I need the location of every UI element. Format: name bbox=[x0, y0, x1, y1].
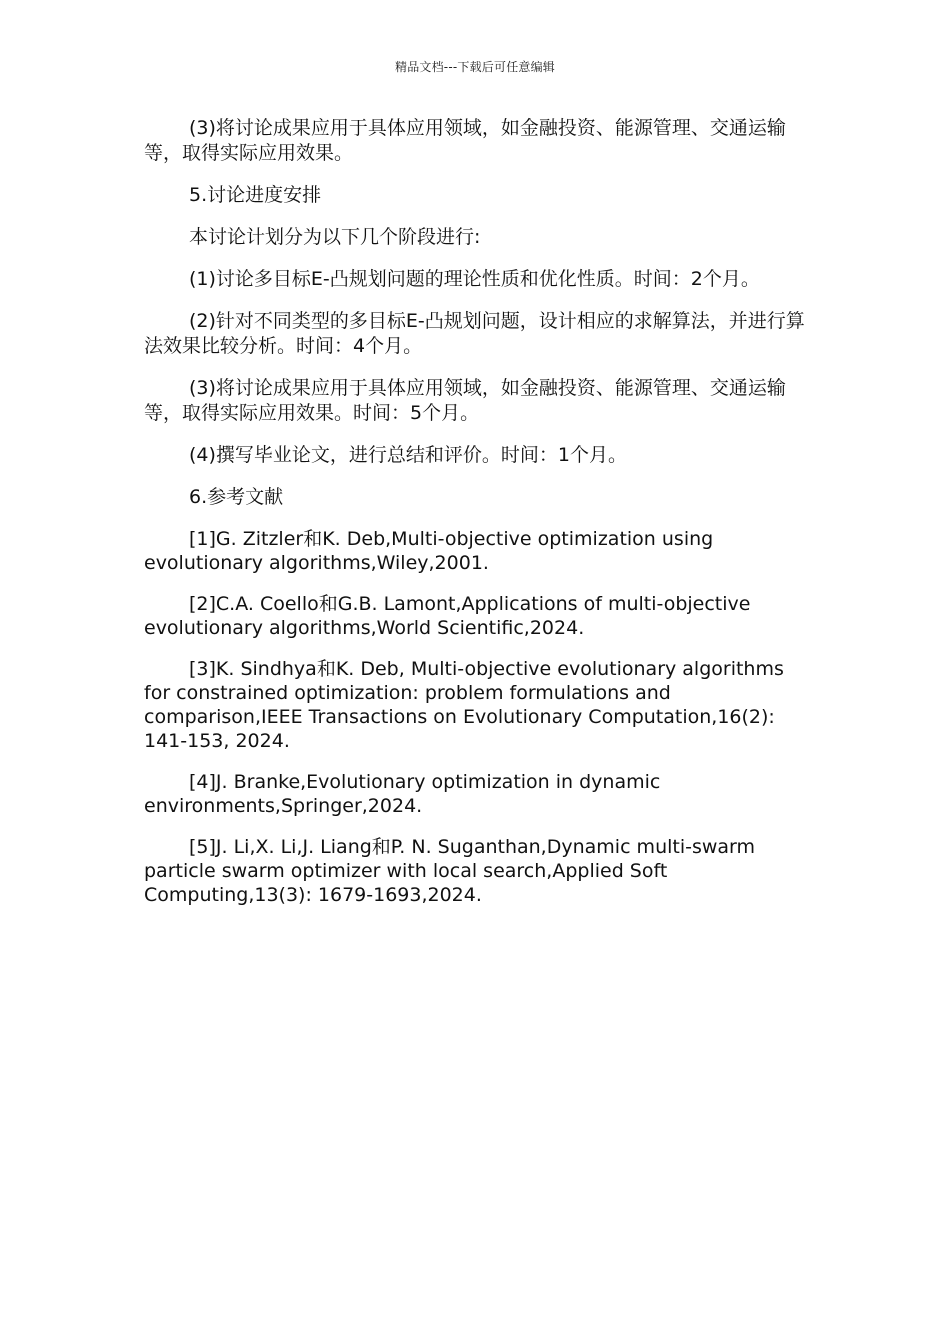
stage-item-4: (4)撰写毕业论文，进行总结和评价。时间：1个月。 bbox=[189, 444, 628, 466]
stage-item-2: (2)针对不同类型的多目标E-凸规划问题，设计相应的求解算法，并进行算法效果比较分析。时间：4个月。 bbox=[144, 310, 805, 357]
reference-item: [2]C.A. Coello和G.B. Lamont,Applications of multi-objective evolutionary algorithms,World Scientific,2024. bbox=[144, 593, 751, 639]
reference-item: [1]G. Zitzler和K. Deb,Multi-objective optimization using evolutionary algorithms,Wiley,2001. bbox=[144, 528, 714, 574]
document-body bbox=[144, 116, 812, 924]
stage-item-3: (3)将讨论成果应用于具体应用领域，如金融投资、能源管理、交通运输等，取得实际应用效果。时间：5个月。 bbox=[144, 377, 786, 424]
paragraph-stages-intro: 本讨论计划分为以下几个阶段进行: bbox=[189, 226, 481, 248]
reference-item: [5]J. Li,X. Li,J. Liang和P. N. Suganthan,Dynamic multi-swarm particle swarm optimizer with local search,Applied Soft Computing,13(3): 1679-1693,2024. bbox=[144, 836, 756, 906]
section-title-references: 6.参考文献 bbox=[189, 486, 284, 508]
reference-item: [3]K. Sindhya和K. Deb, Multi-objective evolutionary algorithms for constrained optimization: problem formulations and comparison,IEEE Transactions on Evolutionary Computation,16(2): 141-153, 2024. bbox=[144, 658, 784, 752]
reference-item: [4]J. Branke,Evolutionary optimization in dynamic environments,Springer,2024. bbox=[144, 771, 661, 817]
header-note: 精品文档---下载后可任意编辑 bbox=[395, 60, 555, 74]
section-title-schedule: 5.讨论进度安排 bbox=[189, 184, 322, 206]
stage-item-1: (1)讨论多目标E-凸规划问题的理论性质和优化性质。时间：2个月。 bbox=[189, 268, 760, 290]
paragraph-application: (3)将讨论成果应用于具体应用领域，如金融投资、能源管理、交通运输等，取得实际应用效果。 bbox=[144, 117, 786, 164]
